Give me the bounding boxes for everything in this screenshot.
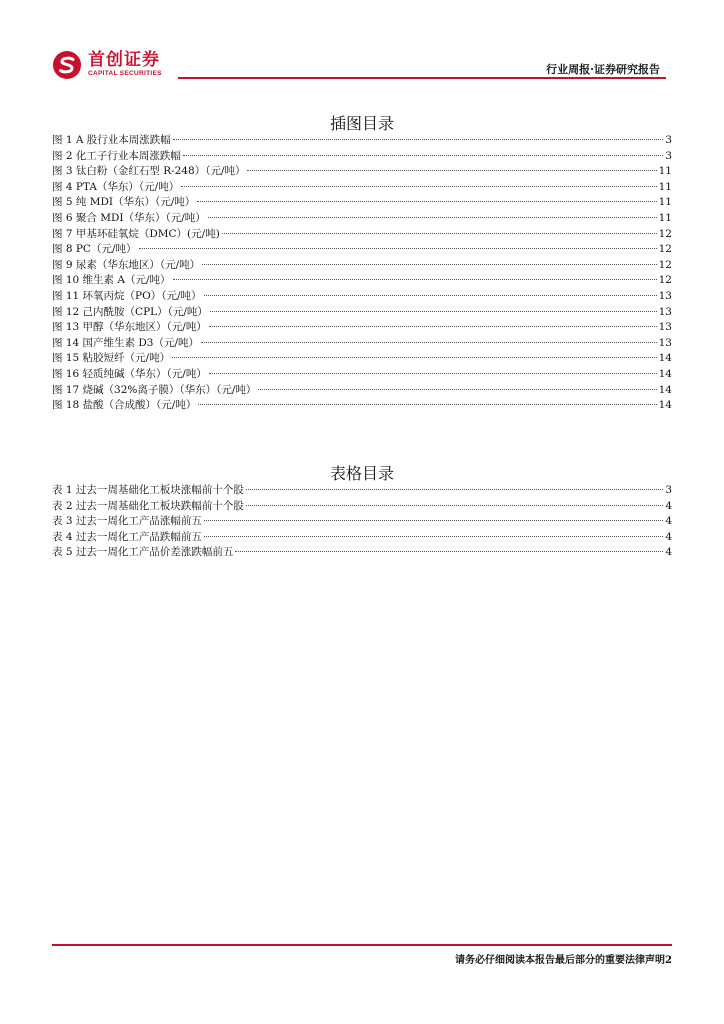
figure-entry-label: 图 15 粘胶短纤（元/吨） (52, 352, 171, 365)
figure-entry-label: 图 10 维生素 A（元/吨） (52, 274, 171, 287)
dot-leader (209, 373, 657, 374)
figure-entry-page: 14 (658, 399, 672, 412)
capital-securities-logo-icon (52, 50, 82, 80)
report-type: 行业周报·证券研究报告 (546, 63, 660, 76)
figure-entry-label: 图 12 己内酰胺（CPL）（元/吨） (52, 305, 208, 318)
table-entry-label: 表 2 过去一周基础化工板块跌幅前十个股 (52, 499, 244, 512)
figure-entry[interactable] (52, 195, 672, 211)
figure-entry[interactable] (52, 289, 672, 305)
table-entry[interactable] (52, 545, 672, 561)
figure-entry-page: 12 (658, 227, 672, 240)
figure-entry[interactable] (52, 242, 672, 258)
figure-entry-page: 11 (658, 165, 672, 178)
figure-entry-label: 图 18 盐酸（合成酸）（元/吨） (52, 399, 197, 412)
figure-entry[interactable] (52, 336, 672, 352)
figure-entry[interactable] (52, 149, 672, 165)
figure-entry-page: 14 (658, 352, 672, 365)
figure-entry-page: 11 (658, 196, 672, 209)
figure-entry[interactable] (52, 320, 672, 336)
figure-entry-label: 图 13 甲醇（华东地区）（元/吨） (52, 321, 207, 334)
dot-leader (210, 311, 657, 312)
dot-leader (181, 186, 656, 187)
figure-entry[interactable] (52, 164, 672, 180)
dot-leader (258, 389, 656, 390)
figure-entry[interactable] (52, 258, 672, 274)
legal-disclaimer: 请务必仔细阅读本报告最后部分的重要法律声明 (455, 955, 666, 966)
table-entry[interactable] (52, 483, 672, 499)
figure-entry-page: 12 (658, 274, 672, 287)
table-entry-page: 4 (665, 530, 672, 543)
figure-entry-label: 图 1 A 股行业本周涨跌幅 (52, 134, 171, 146)
figure-entry-page: 13 (658, 289, 672, 302)
table-entry-label: 表 5 过去一周化工产品价差涨跌幅前五 (52, 546, 234, 559)
tables-index-list (52, 483, 672, 561)
figures-index-list (52, 133, 672, 414)
table-entry-page: 3 (665, 484, 672, 496)
figure-entry[interactable] (52, 180, 672, 196)
table-entry-label: 表 1 过去一周基础化工板块涨幅前十个股 (52, 484, 244, 496)
figure-entry-page: 11 (658, 180, 672, 193)
figure-entry-page: 3 (665, 149, 672, 162)
figure-entry-page: 3 (665, 134, 672, 146)
figure-entry[interactable] (52, 351, 672, 367)
logo-chinese-name: 首创证券 (88, 50, 160, 71)
figure-entry-label: 图 7 甲基环硅氧烷（DMC）(元/吨) (52, 227, 220, 240)
figure-entry-page: 11 (658, 211, 672, 224)
figure-entry-label: 图 14 国产维生素 D3（元/吨） (52, 336, 200, 349)
page-header (52, 50, 666, 80)
page-footer (455, 951, 672, 966)
figure-entry-page: 14 (658, 367, 672, 380)
figure-entry-label: 图 8 PC（元/吨） (52, 243, 137, 256)
tables-index-title: 表格目录 (329, 464, 394, 483)
table-entry-page: 4 (665, 515, 672, 528)
dot-leader (197, 201, 656, 202)
figure-entry-label: 图 6 聚合 MDI（华东）（元/吨） (52, 211, 206, 224)
figure-entry[interactable] (52, 133, 672, 149)
dot-leader (204, 536, 663, 537)
figure-entry-label: 图 2 化工子行业本周涨跌幅 (52, 149, 181, 162)
dot-leader (139, 248, 657, 249)
figure-entry-label: 图 4 PTA（华东）（元/吨） (52, 180, 180, 193)
table-entry-page: 4 (665, 546, 672, 559)
table-entry-label: 表 3 过去一周化工产品涨幅前五 (52, 515, 202, 528)
figure-entry-label: 图 9 尿素（华东地区）（元/吨） (52, 258, 201, 271)
header-divider (178, 77, 666, 79)
dot-leader (173, 279, 657, 280)
figure-entry-page: 14 (658, 383, 672, 396)
dot-leader (209, 326, 657, 327)
dot-leader (198, 404, 656, 405)
dot-leader (172, 357, 657, 358)
figure-entry-label: 图 16 轻质纯碱（华东）（元/吨） (52, 367, 207, 380)
figure-entry[interactable] (52, 367, 672, 383)
figure-entry-page: 12 (658, 243, 672, 256)
dot-leader (247, 170, 656, 171)
figure-entry[interactable] (52, 227, 672, 243)
dot-leader (173, 139, 664, 140)
table-entry[interactable] (52, 499, 672, 515)
figure-entry[interactable] (52, 305, 672, 321)
figure-entry[interactable] (52, 398, 672, 414)
dot-leader (235, 551, 663, 552)
dot-leader (246, 505, 663, 506)
company-logo (52, 50, 162, 80)
dot-leader (202, 264, 656, 265)
figure-entry-page: 13 (658, 305, 672, 318)
figure-entry-label: 图 5 纯 MDI（华东）（元/吨） (52, 196, 196, 209)
table-entry-label: 表 4 过去一周化工产品跌幅前五 (52, 530, 202, 543)
figure-entry-label: 图 3 钛白粉（金红石型 R-248）（元/吨） (52, 165, 246, 178)
page-number: 2 (665, 955, 672, 966)
table-entry-page: 4 (665, 499, 672, 512)
figure-entry-page: 13 (658, 321, 672, 334)
figure-entry-label: 图 17 烧碱（32%离子膜）（华东）（元/吨） (52, 383, 257, 396)
logo-english-name: CAPITAL SECURITIES (88, 70, 162, 78)
figures-index-title: 插图目录 (329, 114, 394, 133)
dot-leader (183, 155, 663, 156)
figure-entry-page: 12 (658, 258, 672, 271)
table-entry[interactable] (52, 530, 672, 546)
figure-entry[interactable] (52, 211, 672, 227)
dot-leader (222, 233, 657, 234)
dot-leader (204, 295, 657, 296)
table-entry[interactable] (52, 514, 672, 530)
figure-entry-label: 图 11 环氧丙烷（PO）（元/吨） (52, 289, 202, 302)
dot-leader (204, 520, 663, 521)
dot-leader (208, 217, 657, 218)
footer-divider (52, 944, 672, 946)
figure-entry-page: 13 (658, 336, 672, 349)
figure-entry[interactable] (52, 383, 672, 399)
dot-leader (201, 342, 657, 343)
figure-entry[interactable] (52, 273, 672, 289)
dot-leader (246, 489, 663, 490)
